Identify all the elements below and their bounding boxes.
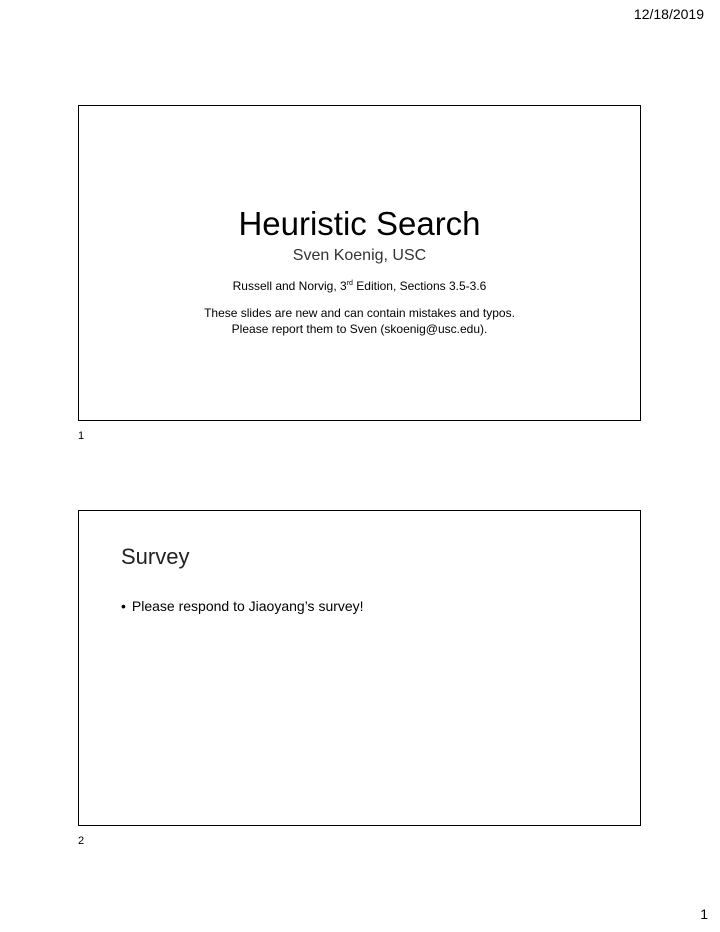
slide-title: Heuristic Search <box>238 205 481 242</box>
slide-1 <box>78 105 641 421</box>
slide-number: 2 <box>78 835 85 847</box>
slide-number: 1 <box>78 430 85 442</box>
reference-prefix: Russell and Norvig, 3 <box>232 279 347 293</box>
bullet-list <box>121 596 364 616</box>
slide-2 <box>78 510 641 826</box>
bullet-item: • Please respond to Jiaoyang’s survey! <box>121 596 364 616</box>
textbook-reference <box>79 278 640 294</box>
slide-subtitle: Sven Koenig, USC <box>292 247 427 264</box>
reference-superscript: rd <box>346 280 353 287</box>
disclaimer-note <box>79 305 640 337</box>
note-line: Please report them to Sven (skoenig@usc.edu). <box>231 322 488 336</box>
page-number: 1 <box>700 906 708 922</box>
reference-suffix: Edition, Sections 3.5-3.6 <box>352 279 487 293</box>
note-line: These slides are new and can contain mistakes and typos. <box>204 306 515 320</box>
page-date: 12/18/2019 <box>633 6 704 22</box>
slide-title: Survey <box>121 544 190 569</box>
